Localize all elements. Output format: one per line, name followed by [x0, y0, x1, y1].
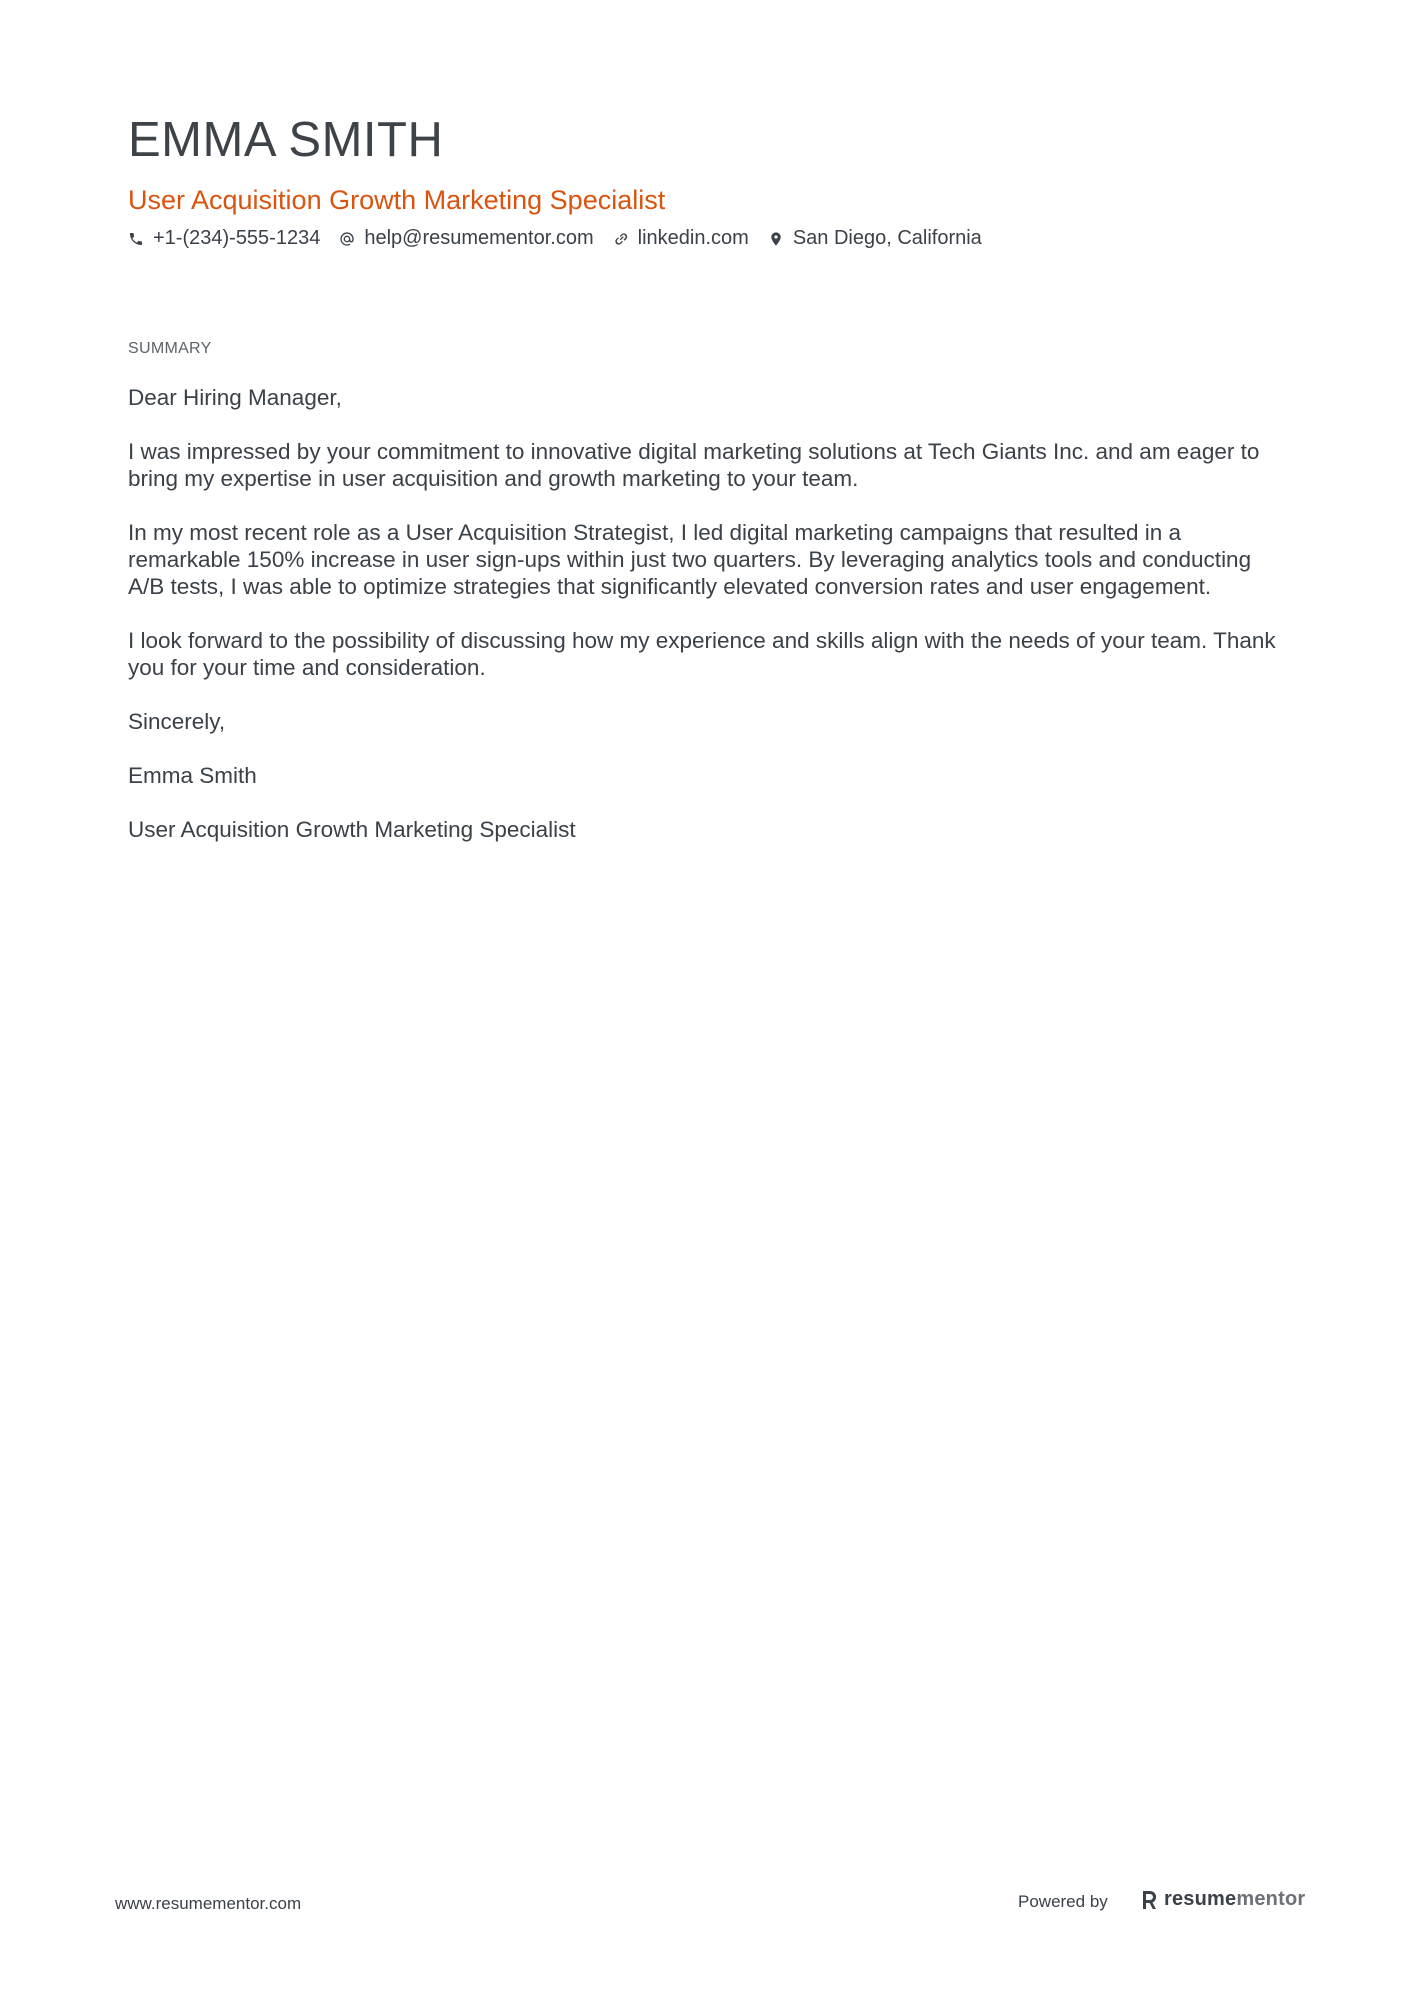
footer-powered-by: Powered by — [1018, 1892, 1108, 1911]
location-text: San Diego, California — [792, 227, 982, 249]
phone-text: +1-(234)-555-1234 — [153, 227, 321, 249]
resumementor-logo-icon — [1141, 1889, 1158, 1911]
linkedin-text: linkedin.com — [637, 227, 749, 249]
contact-phone[interactable] — [128, 227, 320, 250]
letter-salutation: Dear Hiring Manager, — [128, 385, 342, 410]
applicant-headline: User Acquisition Growth Marketing Specialist — [128, 185, 666, 215]
letter-closing: Sincerely, — [128, 709, 226, 734]
footer-website-link[interactable]: www.resumementor.com — [115, 1894, 302, 1913]
section-title-summary: SUMMARY — [128, 340, 212, 357]
letter-paragraph: I was impressed by your commitment to innovative digital marketing solutions at Tech Giants Inc. and am eager to bring my expertise in user acquisition and growth marketing to your team. — [128, 439, 1260, 491]
letter-paragraph: I look forward to the possibility of discussing how my experience and skills align with the needs of your team. Thank you for your time and consideration. — [128, 628, 1276, 680]
applicant-name: EMMA SMITH — [128, 113, 444, 167]
brand-bold: resume — [1164, 1888, 1237, 1910]
contact-bar — [128, 227, 1001, 250]
signature-name: Emma Smith — [128, 763, 257, 788]
location-pin-icon — [768, 231, 784, 247]
brand-wordmark — [1164, 1888, 1305, 1911]
email-text: help@resumementor.com — [364, 227, 594, 249]
contact-location — [768, 227, 982, 250]
signature-title: User Acquisition Growth Marketing Specialist — [128, 817, 576, 842]
contact-linkedin[interactable] — [613, 227, 749, 250]
phone-icon — [128, 231, 144, 247]
letter-body — [128, 384, 1288, 870]
at-icon — [339, 231, 355, 247]
resumementor-logo[interactable] — [1141, 1888, 1305, 1911]
contact-email[interactable] — [339, 227, 593, 250]
link-icon — [613, 231, 629, 247]
letter-paragraph: In my most recent role as a User Acquisition Strategist, I led digital marketing campaigns that resulted in a remarkable 150% increase in user sign-ups within just two quarters. By leveraging analytics tools and conducting A/B tests, I was able to optimize strategies that significantly elevated conversion rates and user engagement. — [128, 520, 1252, 599]
brand-light: mentor — [1236, 1888, 1306, 1910]
